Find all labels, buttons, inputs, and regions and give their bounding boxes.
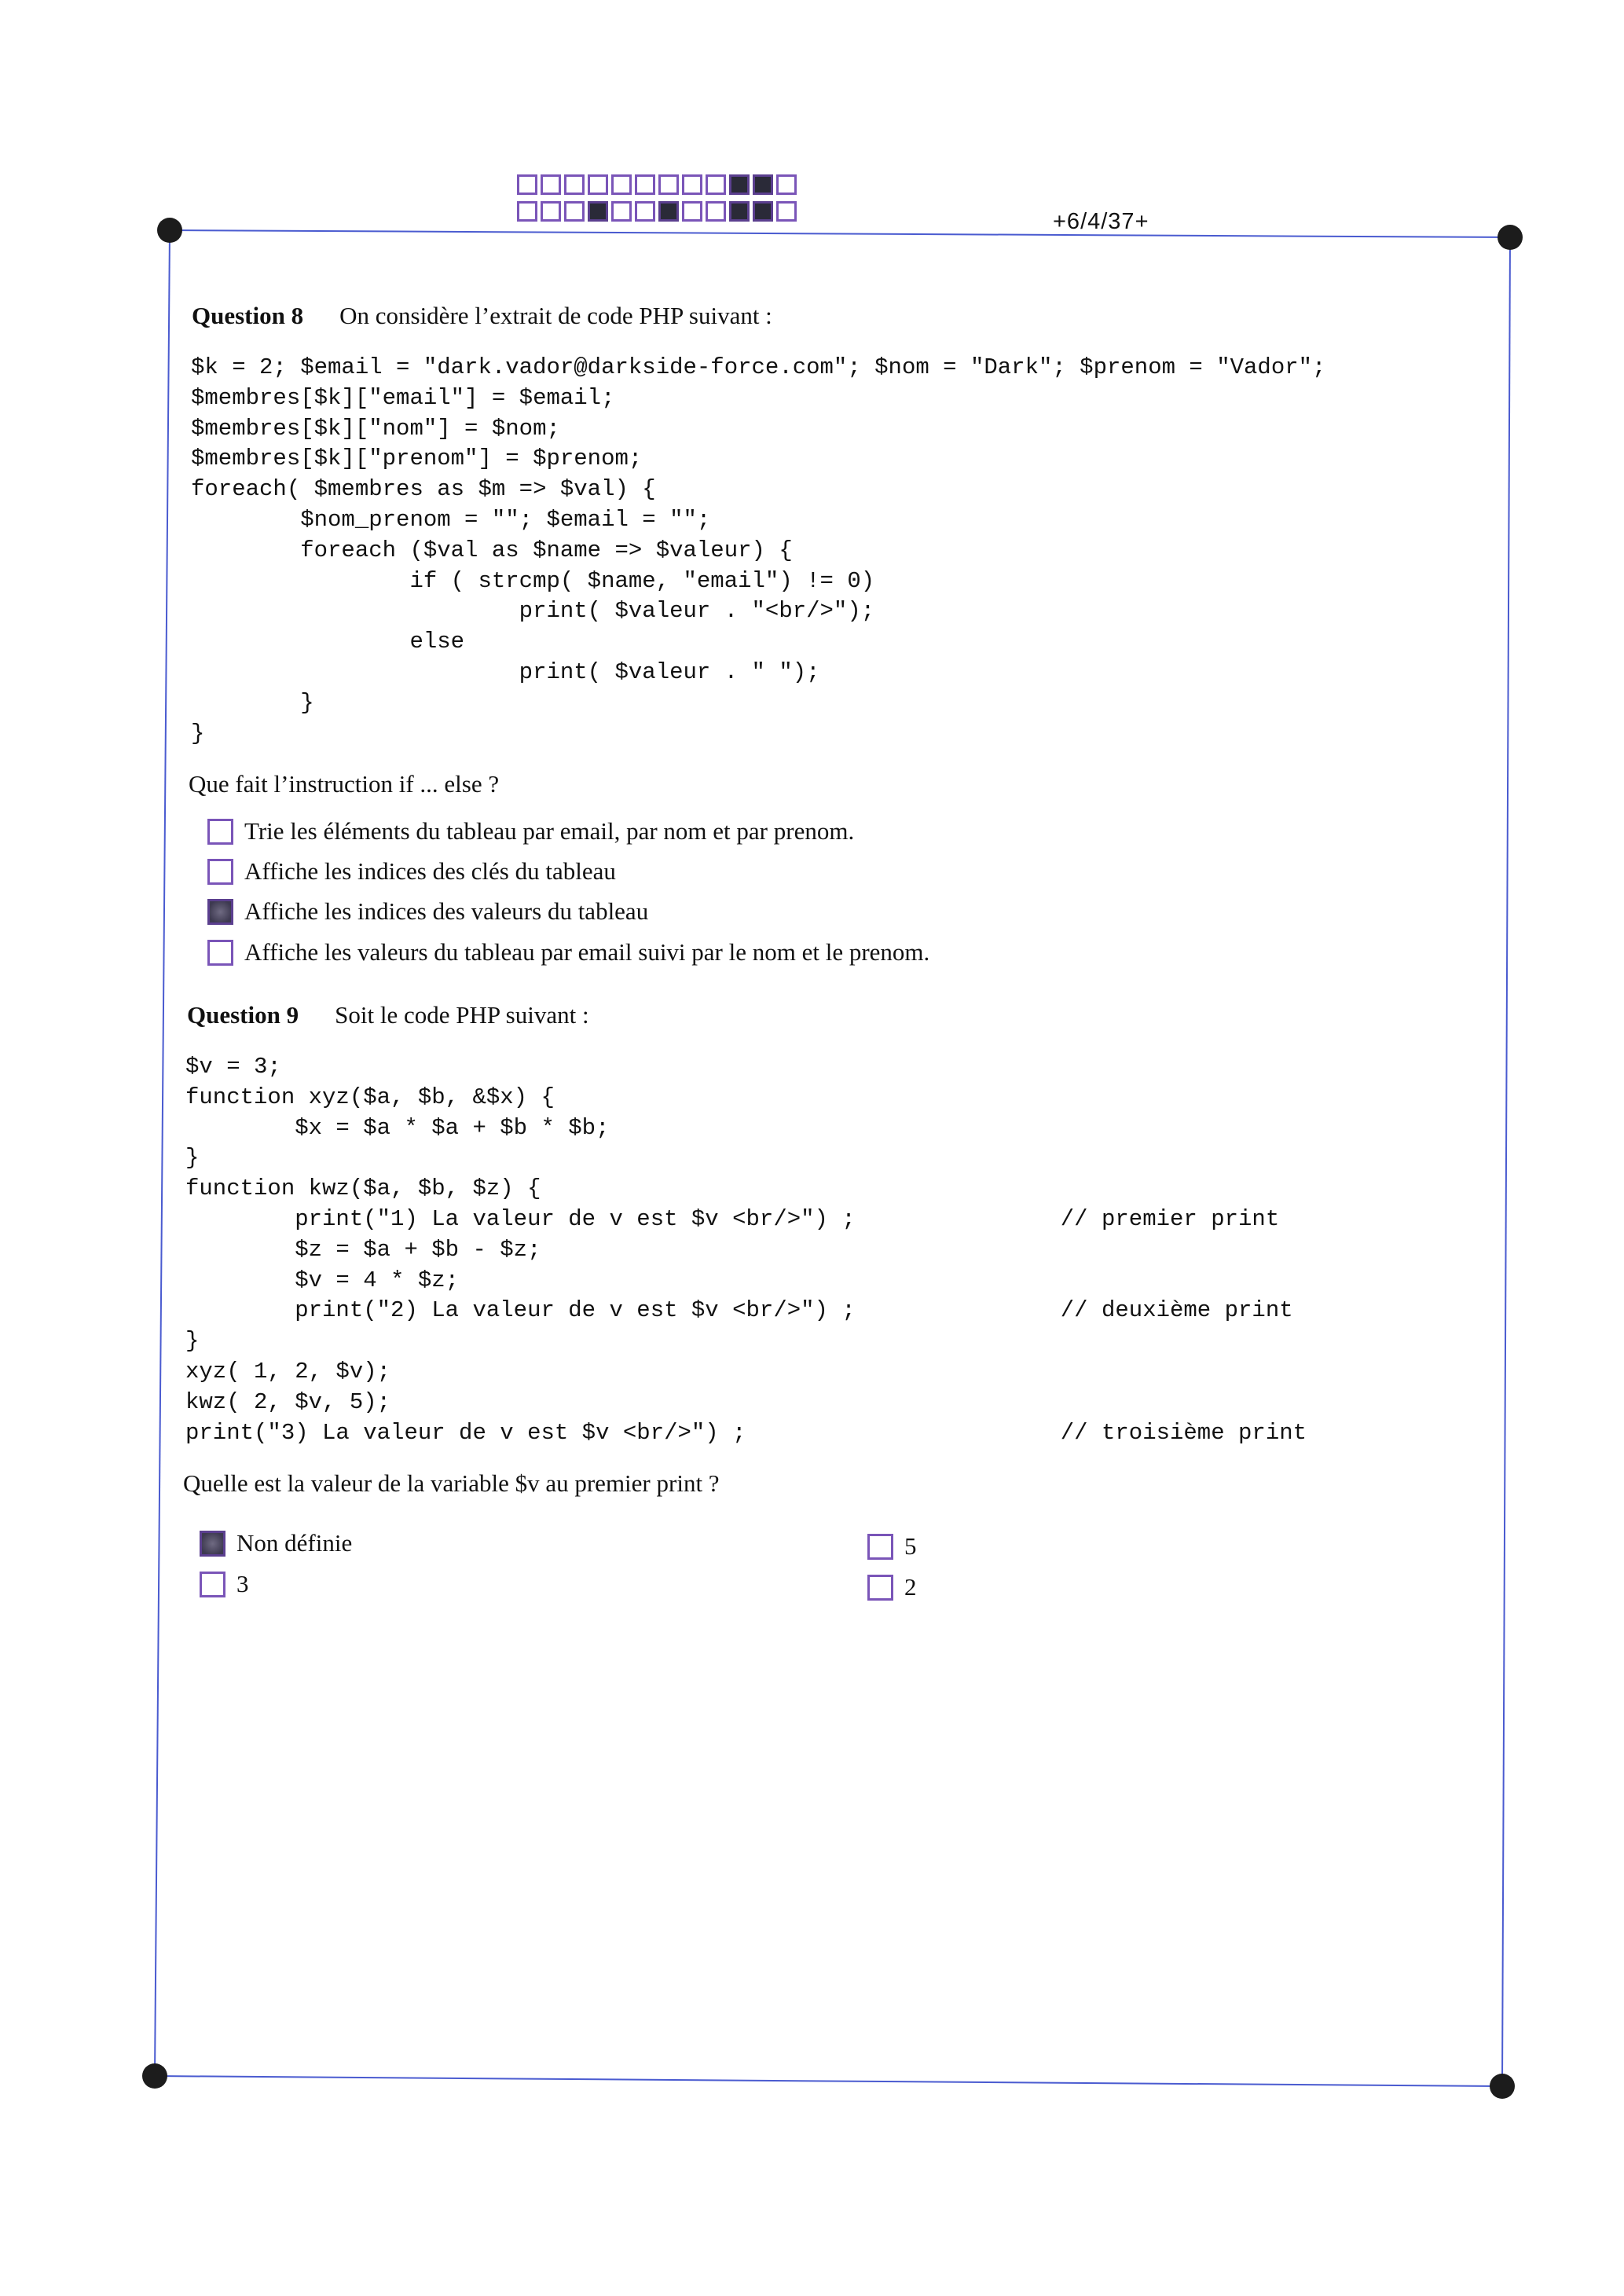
- barcode-cell-empty: [564, 174, 585, 195]
- q8-choice-4[interactable]: [207, 938, 929, 966]
- checkbox-checked[interactable]: [207, 899, 233, 925]
- page-id-label: +6/4/37+: [1053, 209, 1149, 234]
- barcode-cell-empty: [517, 174, 537, 195]
- barcode-cell-empty: [635, 201, 655, 222]
- checkbox[interactable]: [207, 940, 233, 966]
- q9-choice-2[interactable]: [867, 1573, 917, 1601]
- question-intro: Soit le code PHP suivant :: [335, 1001, 589, 1029]
- barcode-cell-empty: [611, 201, 632, 222]
- corner-mark-bottom-left: [142, 2063, 167, 2089]
- corner-mark-top-left: [157, 218, 182, 243]
- barcode-cell-empty: [564, 201, 585, 222]
- barcode-cell-empty: [658, 174, 679, 195]
- barcode-cell-empty: [706, 174, 726, 195]
- barcode-cell-filled: [753, 174, 773, 195]
- checkbox[interactable]: [207, 859, 233, 885]
- barcode-cell-filled: [729, 201, 750, 222]
- barcode-cell-filled: [729, 174, 750, 195]
- code-block-q9: $v = 3; function xyz($a, $b, &$x) { $x = $a * $a + $b * $b; } function kwz($a, $b, $z) { print("1) La valeur de v est $v <br/>") ; // premier print $z = $a + $b - $z; $v = 4 * $z; print("2) La valeur de v est $v <br/>") ; // deuxième print } xyz( 1, 2, $v); kwz( 2, $v, 5); print("3) La valeur de v est $v <br/>") ; // troisième print: [185, 1054, 1307, 1446]
- question-intro: On considère l’extrait de code PHP suivant :: [339, 302, 772, 329]
- barcode-cell-empty: [588, 174, 608, 195]
- question-8-header: [192, 302, 772, 330]
- barcode-cell-empty: [706, 201, 726, 222]
- barcode-row: [517, 201, 800, 223]
- barcode-cell-filled: [588, 201, 608, 222]
- choice-label: 2: [904, 1573, 917, 1601]
- barcode-cell-filled: [658, 201, 679, 222]
- barcode-cell-empty: [541, 201, 561, 222]
- barcode: [517, 174, 800, 228]
- barcode-cell-empty: [517, 201, 537, 222]
- choice-label: Affiche les valeurs du tableau par email suivi par le nom et le prenom.: [244, 938, 930, 966]
- barcode-cell-empty: [635, 174, 655, 195]
- barcode-row: [517, 174, 800, 196]
- question-number: Question 9: [187, 1001, 299, 1029]
- choice-label: Affiche les indices des valeurs du tableau: [244, 897, 649, 925]
- checkbox[interactable]: [207, 819, 233, 845]
- q9-choice-non-definie[interactable]: [200, 1529, 352, 1557]
- q8-choice-1[interactable]: [207, 817, 854, 845]
- checkbox[interactable]: [867, 1534, 893, 1560]
- question-9-header: [187, 1001, 589, 1029]
- corner-mark-bottom-right: [1490, 2074, 1515, 2099]
- barcode-cell-empty: [611, 174, 632, 195]
- corner-mark-top-right: [1498, 225, 1523, 250]
- q8-choice-2[interactable]: [207, 857, 616, 886]
- barcode-cell-empty: [776, 201, 797, 222]
- q9-choice-3[interactable]: [200, 1570, 249, 1598]
- choice-label: Affiche les indices des clés du tableau: [244, 857, 616, 885]
- barcode-cell-empty: [682, 201, 702, 222]
- q9-choice-5[interactable]: [867, 1532, 917, 1561]
- barcode-cell-empty: [541, 174, 561, 195]
- choice-label: 3: [236, 1570, 249, 1597]
- question-number: Question 8: [192, 302, 304, 329]
- question-8-prompt: Que fait l’instruction if ... else ?: [189, 770, 500, 798]
- checkbox-checked[interactable]: [200, 1531, 225, 1557]
- code-block-q8: $k = 2; $email = "dark.vador@darkside-force.com"; $nom = "Dark"; $prenom = "Vador"; $membres[$k]["email"] = $email; $membres[$k]["nom"] = $nom; $membres[$k]["prenom"] = $prenom; foreach( $membres as $m => $val) { $nom_prenom = ""; $email = ""; foreach ($val as $name => $valeur) { if ( strcmp( $name, "email") != 0) print( $valeur . "<br/>"); else print( $valeur . " "); } }: [191, 354, 1326, 746]
- choice-label: Trie les éléments du tableau par email, par nom et par prenom.: [244, 817, 855, 845]
- checkbox[interactable]: [200, 1572, 225, 1597]
- question-9-prompt: Quelle est la valeur de la variable $v au premier print ?: [183, 1469, 720, 1497]
- barcode-cell-filled: [753, 201, 773, 222]
- q8-choice-3[interactable]: [207, 897, 648, 926]
- barcode-cell-empty: [776, 174, 797, 195]
- choice-label: Non définie: [236, 1529, 353, 1557]
- checkbox[interactable]: [867, 1575, 893, 1601]
- barcode-cell-empty: [682, 174, 702, 195]
- choice-label: 5: [904, 1532, 917, 1560]
